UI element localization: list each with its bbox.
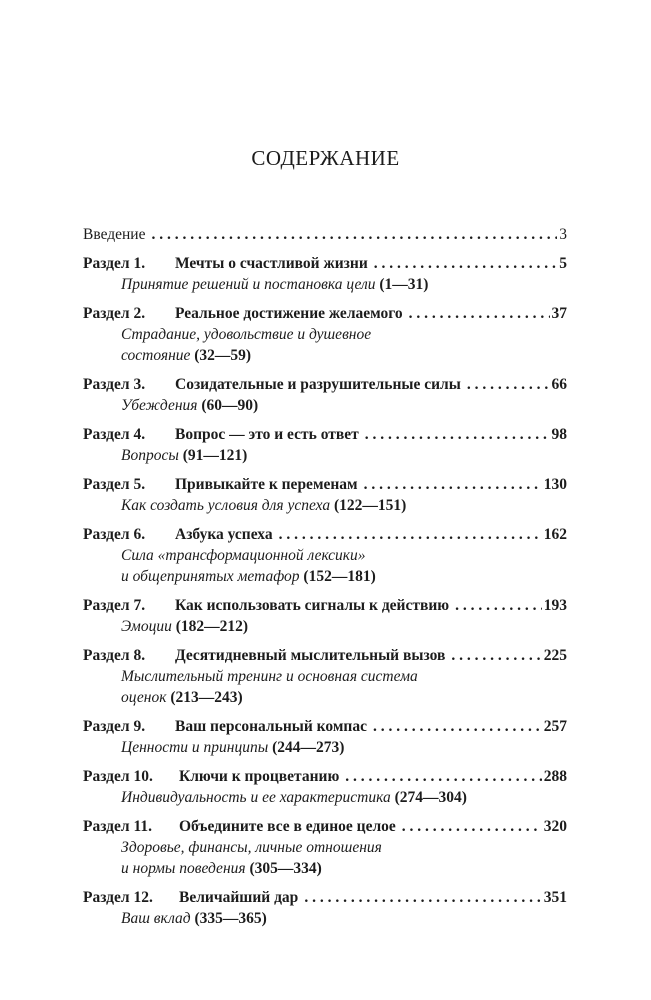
section-page: 98	[551, 426, 567, 443]
section-label: Раздел 1.	[83, 255, 146, 272]
section-subtitle-text: Убеждения	[121, 397, 198, 414]
section-subtitle-line	[83, 837, 567, 858]
section-subtitle-line	[83, 787, 567, 808]
section-paragraph-range: (1—31)	[379, 276, 429, 293]
section-subtitle-line	[83, 545, 567, 566]
section-paragraph-range: (213—243)	[170, 689, 243, 706]
toc-entry-section-12[interactable]	[83, 887, 567, 929]
section-subtitle-text: Страдание, удовольствие и душевное	[121, 326, 372, 343]
section-label: Раздел 6.	[83, 526, 146, 543]
section-label: Раздел 11.	[83, 818, 152, 835]
section-paragraph-range: (122—151)	[333, 497, 407, 514]
section-title: Созидательные и разрушительные силы	[175, 376, 461, 393]
section-label: Раздел 12.	[83, 889, 153, 906]
section-subtitle-line	[83, 566, 567, 587]
section-subtitle-text: Здоровье, финансы, личные отношения	[121, 839, 382, 856]
section-label: Раздел 5.	[83, 476, 146, 493]
section-page: 225	[543, 647, 567, 664]
section-subtitle-text: Индивидуальность и ее характеристика	[121, 789, 391, 806]
toc-entry-line	[83, 766, 567, 787]
section-page: 351	[543, 889, 567, 906]
section-subtitle-line	[83, 324, 567, 345]
section-title: Мечты о счастливой жизни	[175, 255, 368, 272]
section-label: Раздел 9.	[83, 718, 146, 735]
toc-entry-title: Введение	[83, 226, 146, 243]
toc-entry-line	[83, 474, 567, 495]
toc-entry-section-8[interactable]	[83, 645, 567, 708]
section-paragraph-range: (152—181)	[303, 568, 376, 585]
toc-entry-section-10[interactable]	[83, 766, 567, 808]
section-title: Реальное достижение желаемого	[175, 305, 403, 322]
toc-entry-line	[83, 524, 567, 545]
dot-leader	[374, 253, 557, 274]
section-subtitle-line	[83, 445, 567, 466]
dot-leader	[364, 474, 542, 495]
toc-entry-line	[83, 716, 567, 737]
section-subtitle-line	[83, 495, 567, 516]
section-subtitle-line	[83, 908, 567, 929]
section-label: Раздел 8.	[83, 647, 146, 664]
section-paragraph-range: (274—304)	[394, 789, 467, 806]
section-page: 320	[543, 818, 567, 835]
section-subtitle-text: Мыслительный тренинг и основная система	[121, 668, 418, 685]
section-subtitle-line	[83, 395, 567, 416]
section-page: 257	[543, 718, 567, 735]
dot-leader	[467, 374, 550, 395]
dot-leader	[304, 887, 541, 908]
dot-leader	[455, 595, 542, 616]
dot-leader	[365, 424, 550, 445]
section-subtitle-line	[83, 274, 567, 295]
section-label: Раздел 3.	[83, 376, 146, 393]
section-page: 288	[543, 768, 567, 785]
section-subtitle-line	[83, 666, 567, 687]
dot-leader	[409, 303, 550, 324]
section-page: 5	[559, 255, 567, 272]
section-paragraph-range: (244—273)	[272, 739, 345, 756]
section-page: 193	[543, 597, 567, 614]
section-title: Величайший дар	[179, 889, 299, 906]
toc-entry-section-3[interactable]	[83, 374, 567, 416]
section-subtitle-text: Ценности и принципы	[121, 739, 269, 756]
toc-entry-section-5[interactable]	[83, 474, 567, 516]
section-title: Объедините все в единое целое	[179, 818, 396, 835]
section-subtitle-line	[83, 616, 567, 637]
toc-entry-section-6[interactable]	[83, 524, 567, 587]
section-subtitle-text: Ваш вклад	[121, 910, 191, 927]
section-paragraph-range: (60—90)	[201, 397, 259, 414]
section-subtitle-line	[83, 737, 567, 758]
section-subtitle-text: Принятие решений и постановка цели	[121, 276, 376, 293]
section-title: Как использовать сигналы к действию	[175, 597, 450, 614]
section-paragraph-range: (182—212)	[175, 618, 249, 635]
dot-leader	[373, 716, 542, 737]
section-page: 162	[543, 526, 567, 543]
section-label: Раздел 4.	[83, 426, 146, 443]
toc-entry-line	[83, 303, 567, 324]
toc-entry-line	[83, 224, 567, 245]
section-subtitle-text: Сила «трансформационной лексики»	[121, 547, 366, 564]
section-page: 130	[543, 476, 567, 493]
toc-entry-line	[83, 645, 567, 666]
section-page: 37	[551, 305, 567, 322]
toc-entry-section-11[interactable]	[83, 816, 567, 879]
toc-entry-page: 3	[559, 226, 567, 243]
section-subtitle-text: и нормы поведения	[121, 860, 246, 877]
toc-entry-section-7[interactable]	[83, 595, 567, 637]
toc-entry-intro[interactable]	[83, 224, 567, 245]
section-subtitle-text: Как создать условия для успеха	[121, 497, 331, 514]
page-title: СОДЕРЖАНИЕ	[251, 146, 400, 170]
toc-entry-line	[83, 424, 567, 445]
section-subtitle-line	[83, 687, 567, 708]
toc-entry-line	[83, 374, 567, 395]
section-subtitle-text: состояние	[121, 347, 191, 364]
section-title: Вопрос — это и есть ответ	[175, 426, 359, 443]
toc-entry-section-4[interactable]	[83, 424, 567, 466]
toc-entry-section-9[interactable]	[83, 716, 567, 758]
dot-leader	[402, 816, 542, 837]
toc-sections	[83, 253, 567, 929]
toc-entry-line	[83, 887, 567, 908]
section-title: Азбука успеха	[175, 526, 273, 543]
toc-entry-line	[83, 253, 567, 274]
section-page: 66	[551, 376, 567, 393]
section-subtitle-line	[83, 858, 567, 879]
section-subtitle-text: Эмоции	[121, 618, 172, 635]
section-label: Раздел 7.	[83, 597, 146, 614]
section-label: Раздел 2.	[83, 305, 146, 322]
section-paragraph-range: (32—59)	[194, 347, 252, 364]
section-title: Ваш персональный компас	[175, 718, 367, 735]
toc-entry-line	[83, 595, 567, 616]
section-subtitle-text: и общепринятых метафор	[121, 568, 300, 585]
dot-leader	[279, 524, 542, 545]
section-label: Раздел 10.	[83, 768, 153, 785]
section-subtitle-text: оценок	[121, 689, 167, 706]
dot-leader	[345, 766, 541, 787]
section-paragraph-range: (305—334)	[249, 860, 322, 877]
table-of-contents	[83, 224, 567, 937]
section-title: Привыкайте к переменам	[175, 476, 358, 493]
section-paragraph-range: (91—121)	[182, 447, 248, 464]
dot-leader	[451, 645, 541, 666]
toc-entry-section-1[interactable]	[83, 253, 567, 295]
section-subtitle-text: Вопросы	[121, 447, 179, 464]
toc-entry-section-2[interactable]	[83, 303, 567, 366]
toc-entry-line	[83, 816, 567, 837]
section-paragraph-range: (335—365)	[194, 910, 267, 927]
section-subtitle-line	[83, 345, 567, 366]
dot-leader	[151, 224, 557, 245]
section-title: Ключи к процветанию	[179, 768, 340, 785]
section-title: Десятидневный мыслительный вызов	[175, 647, 446, 664]
